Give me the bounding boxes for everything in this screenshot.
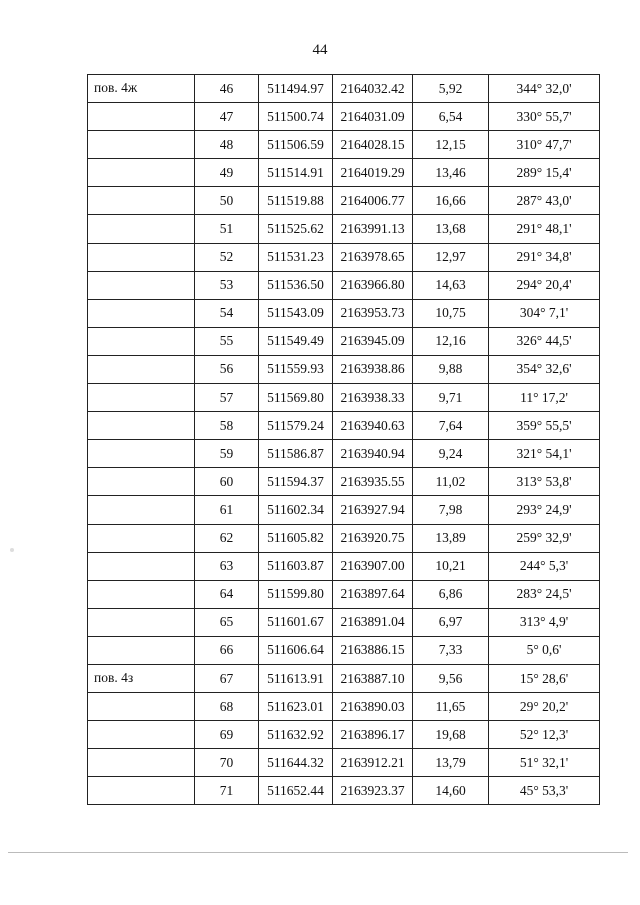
y-coordinate-cell: 2163938.33 xyxy=(333,384,413,412)
point-number-cell: 46 xyxy=(195,75,259,103)
x-coordinate-cell: 511613.91 xyxy=(259,664,333,692)
y-coordinate-cell: 2164006.77 xyxy=(333,187,413,215)
point-number-cell: 48 xyxy=(195,131,259,159)
table-row xyxy=(88,749,600,777)
distance-cell: 10,21 xyxy=(413,552,489,580)
x-coordinate-cell: 511525.62 xyxy=(259,215,333,243)
y-coordinate-cell: 2163940.94 xyxy=(333,440,413,468)
bearing-cell: 313° 4,9' xyxy=(489,608,600,636)
distance-cell: 9,24 xyxy=(413,440,489,468)
bearing-cell: 289° 15,4' xyxy=(489,159,600,187)
table-row xyxy=(88,299,600,327)
table-row xyxy=(88,552,600,580)
y-coordinate-cell: 2163896.17 xyxy=(333,721,413,749)
x-coordinate-cell: 511494.97 xyxy=(259,75,333,103)
bottom-divider xyxy=(8,852,628,853)
point-number-cell: 50 xyxy=(195,187,259,215)
section-cell xyxy=(88,299,195,327)
point-number-cell: 68 xyxy=(195,693,259,721)
section-cell xyxy=(88,693,195,721)
distance-cell: 13,79 xyxy=(413,749,489,777)
table-row xyxy=(88,636,600,664)
x-coordinate-cell: 511606.64 xyxy=(259,636,333,664)
distance-cell: 7,33 xyxy=(413,636,489,664)
table-row xyxy=(88,524,600,552)
table-row xyxy=(88,215,600,243)
bearing-cell: 45° 53,3' xyxy=(489,777,600,805)
table-row xyxy=(88,355,600,383)
bearing-cell: 354° 32,6' xyxy=(489,355,600,383)
table-row xyxy=(88,243,600,271)
distance-cell: 5,92 xyxy=(413,75,489,103)
x-coordinate-cell: 511543.09 xyxy=(259,299,333,327)
bearing-cell: 51° 32,1' xyxy=(489,749,600,777)
distance-cell: 10,75 xyxy=(413,299,489,327)
section-cell xyxy=(88,468,195,496)
coordinates-table-body xyxy=(88,75,600,805)
bearing-cell: 15° 28,6' xyxy=(489,664,600,692)
x-coordinate-cell: 511531.23 xyxy=(259,243,333,271)
table-row xyxy=(88,75,600,103)
section-cell xyxy=(88,215,195,243)
y-coordinate-cell: 2163887.10 xyxy=(333,664,413,692)
section-cell xyxy=(88,412,195,440)
section-cell xyxy=(88,243,195,271)
section-cell: пов. 4ж xyxy=(88,75,195,103)
x-coordinate-cell: 511623.01 xyxy=(259,693,333,721)
x-coordinate-cell: 511599.80 xyxy=(259,580,333,608)
bearing-cell: 244° 5,3' xyxy=(489,552,600,580)
table-row xyxy=(88,327,600,355)
scan-speck xyxy=(10,548,14,552)
distance-cell: 19,68 xyxy=(413,721,489,749)
table-row xyxy=(88,384,600,412)
y-coordinate-cell: 2163938.86 xyxy=(333,355,413,383)
y-coordinate-cell: 2163978.65 xyxy=(333,243,413,271)
y-coordinate-cell: 2163890.03 xyxy=(333,693,413,721)
y-coordinate-cell: 2163923.37 xyxy=(333,777,413,805)
distance-cell: 9,88 xyxy=(413,355,489,383)
y-coordinate-cell: 2164032.42 xyxy=(333,75,413,103)
section-cell xyxy=(88,355,195,383)
point-number-cell: 57 xyxy=(195,384,259,412)
table-row xyxy=(88,777,600,805)
x-coordinate-cell: 511586.87 xyxy=(259,440,333,468)
coordinates-table xyxy=(87,74,600,805)
bearing-cell: 310° 47,7' xyxy=(489,131,600,159)
distance-cell: 13,68 xyxy=(413,215,489,243)
section-cell xyxy=(88,580,195,608)
x-coordinate-cell: 511603.87 xyxy=(259,552,333,580)
bearing-cell: 11° 17,2' xyxy=(489,384,600,412)
x-coordinate-cell: 511506.59 xyxy=(259,131,333,159)
y-coordinate-cell: 2163912.21 xyxy=(333,749,413,777)
x-coordinate-cell: 511605.82 xyxy=(259,524,333,552)
y-coordinate-cell: 2163886.15 xyxy=(333,636,413,664)
table-row xyxy=(88,440,600,468)
bearing-cell: 287° 43,0' xyxy=(489,187,600,215)
x-coordinate-cell: 511652.44 xyxy=(259,777,333,805)
x-coordinate-cell: 511594.37 xyxy=(259,468,333,496)
distance-cell: 9,56 xyxy=(413,664,489,692)
section-cell: пов. 4з xyxy=(88,664,195,692)
section-cell xyxy=(88,103,195,131)
table-row xyxy=(88,580,600,608)
point-number-cell: 71 xyxy=(195,777,259,805)
point-number-cell: 52 xyxy=(195,243,259,271)
point-number-cell: 55 xyxy=(195,327,259,355)
distance-cell: 11,65 xyxy=(413,693,489,721)
y-coordinate-cell: 2163920.75 xyxy=(333,524,413,552)
bearing-cell: 330° 55,7' xyxy=(489,103,600,131)
bearing-cell: 291° 48,1' xyxy=(489,215,600,243)
section-cell xyxy=(88,271,195,299)
y-coordinate-cell: 2163945.09 xyxy=(333,327,413,355)
section-cell xyxy=(88,777,195,805)
point-number-cell: 60 xyxy=(195,468,259,496)
point-number-cell: 63 xyxy=(195,552,259,580)
bearing-cell: 321° 54,1' xyxy=(489,440,600,468)
point-number-cell: 61 xyxy=(195,496,259,524)
distance-cell: 6,97 xyxy=(413,608,489,636)
bearing-cell: 313° 53,8' xyxy=(489,468,600,496)
table-row xyxy=(88,412,600,440)
point-number-cell: 58 xyxy=(195,412,259,440)
table-row xyxy=(88,131,600,159)
point-number-cell: 51 xyxy=(195,215,259,243)
bearing-cell: 293° 24,9' xyxy=(489,496,600,524)
section-cell xyxy=(88,131,195,159)
table-row xyxy=(88,721,600,749)
distance-cell: 12,16 xyxy=(413,327,489,355)
section-cell xyxy=(88,552,195,580)
section-cell xyxy=(88,608,195,636)
section-cell xyxy=(88,440,195,468)
x-coordinate-cell: 511500.74 xyxy=(259,103,333,131)
section-cell xyxy=(88,159,195,187)
bearing-cell: 326° 44,5' xyxy=(489,327,600,355)
point-number-cell: 54 xyxy=(195,299,259,327)
bearing-cell: 344° 32,0' xyxy=(489,75,600,103)
point-number-cell: 70 xyxy=(195,749,259,777)
y-coordinate-cell: 2163991.13 xyxy=(333,215,413,243)
x-coordinate-cell: 511514.91 xyxy=(259,159,333,187)
page-number: 44 xyxy=(312,42,328,58)
distance-cell: 7,98 xyxy=(413,496,489,524)
x-coordinate-cell: 511644.32 xyxy=(259,749,333,777)
y-coordinate-cell: 2163935.55 xyxy=(333,468,413,496)
section-cell xyxy=(88,187,195,215)
bearing-cell: 294° 20,4' xyxy=(489,271,600,299)
distance-cell: 14,63 xyxy=(413,271,489,299)
y-coordinate-cell: 2163891.04 xyxy=(333,608,413,636)
section-cell xyxy=(88,524,195,552)
distance-cell: 14,60 xyxy=(413,777,489,805)
table-row xyxy=(88,468,600,496)
y-coordinate-cell: 2163940.63 xyxy=(333,412,413,440)
point-number-cell: 56 xyxy=(195,355,259,383)
y-coordinate-cell: 2164028.15 xyxy=(333,131,413,159)
x-coordinate-cell: 511559.93 xyxy=(259,355,333,383)
table-row xyxy=(88,103,600,131)
section-cell xyxy=(88,636,195,664)
section-cell xyxy=(88,749,195,777)
x-coordinate-cell: 511519.88 xyxy=(259,187,333,215)
table-row xyxy=(88,159,600,187)
point-number-cell: 65 xyxy=(195,608,259,636)
y-coordinate-cell: 2163927.94 xyxy=(333,496,413,524)
section-cell xyxy=(88,496,195,524)
point-number-cell: 47 xyxy=(195,103,259,131)
section-cell xyxy=(88,721,195,749)
bearing-cell: 304° 7,1' xyxy=(489,299,600,327)
y-coordinate-cell: 2164019.29 xyxy=(333,159,413,187)
distance-cell: 13,89 xyxy=(413,524,489,552)
distance-cell: 9,71 xyxy=(413,384,489,412)
x-coordinate-cell: 511601.67 xyxy=(259,608,333,636)
bearing-cell: 5° 0,6' xyxy=(489,636,600,664)
distance-cell: 6,54 xyxy=(413,103,489,131)
point-number-cell: 62 xyxy=(195,524,259,552)
point-number-cell: 59 xyxy=(195,440,259,468)
point-number-cell: 67 xyxy=(195,664,259,692)
bearing-cell: 359° 55,5' xyxy=(489,412,600,440)
point-number-cell: 53 xyxy=(195,271,259,299)
point-number-cell: 66 xyxy=(195,636,259,664)
distance-cell: 16,66 xyxy=(413,187,489,215)
distance-cell: 12,15 xyxy=(413,131,489,159)
y-coordinate-cell: 2163966.80 xyxy=(333,271,413,299)
distance-cell: 6,86 xyxy=(413,580,489,608)
y-coordinate-cell: 2163953.73 xyxy=(333,299,413,327)
table-row xyxy=(88,608,600,636)
distance-cell: 12,97 xyxy=(413,243,489,271)
table-row xyxy=(88,271,600,299)
distance-cell: 11,02 xyxy=(413,468,489,496)
section-cell xyxy=(88,327,195,355)
table-row xyxy=(88,187,600,215)
bearing-cell: 283° 24,5' xyxy=(489,580,600,608)
x-coordinate-cell: 511569.80 xyxy=(259,384,333,412)
x-coordinate-cell: 511549.49 xyxy=(259,327,333,355)
point-number-cell: 64 xyxy=(195,580,259,608)
y-coordinate-cell: 2164031.09 xyxy=(333,103,413,131)
bearing-cell: 259° 32,9' xyxy=(489,524,600,552)
bearing-cell: 291° 34,8' xyxy=(489,243,600,271)
bearing-cell: 29° 20,2' xyxy=(489,693,600,721)
bearing-cell: 52° 12,3' xyxy=(489,721,600,749)
point-number-cell: 49 xyxy=(195,159,259,187)
distance-cell: 13,46 xyxy=(413,159,489,187)
section-cell xyxy=(88,384,195,412)
distance-cell: 7,64 xyxy=(413,412,489,440)
table-row xyxy=(88,693,600,721)
y-coordinate-cell: 2163907.00 xyxy=(333,552,413,580)
y-coordinate-cell: 2163897.64 xyxy=(333,580,413,608)
table-row xyxy=(88,496,600,524)
x-coordinate-cell: 511536.50 xyxy=(259,271,333,299)
x-coordinate-cell: 511579.24 xyxy=(259,412,333,440)
point-number-cell: 69 xyxy=(195,721,259,749)
x-coordinate-cell: 511632.92 xyxy=(259,721,333,749)
table-row xyxy=(88,664,600,692)
x-coordinate-cell: 511602.34 xyxy=(259,496,333,524)
